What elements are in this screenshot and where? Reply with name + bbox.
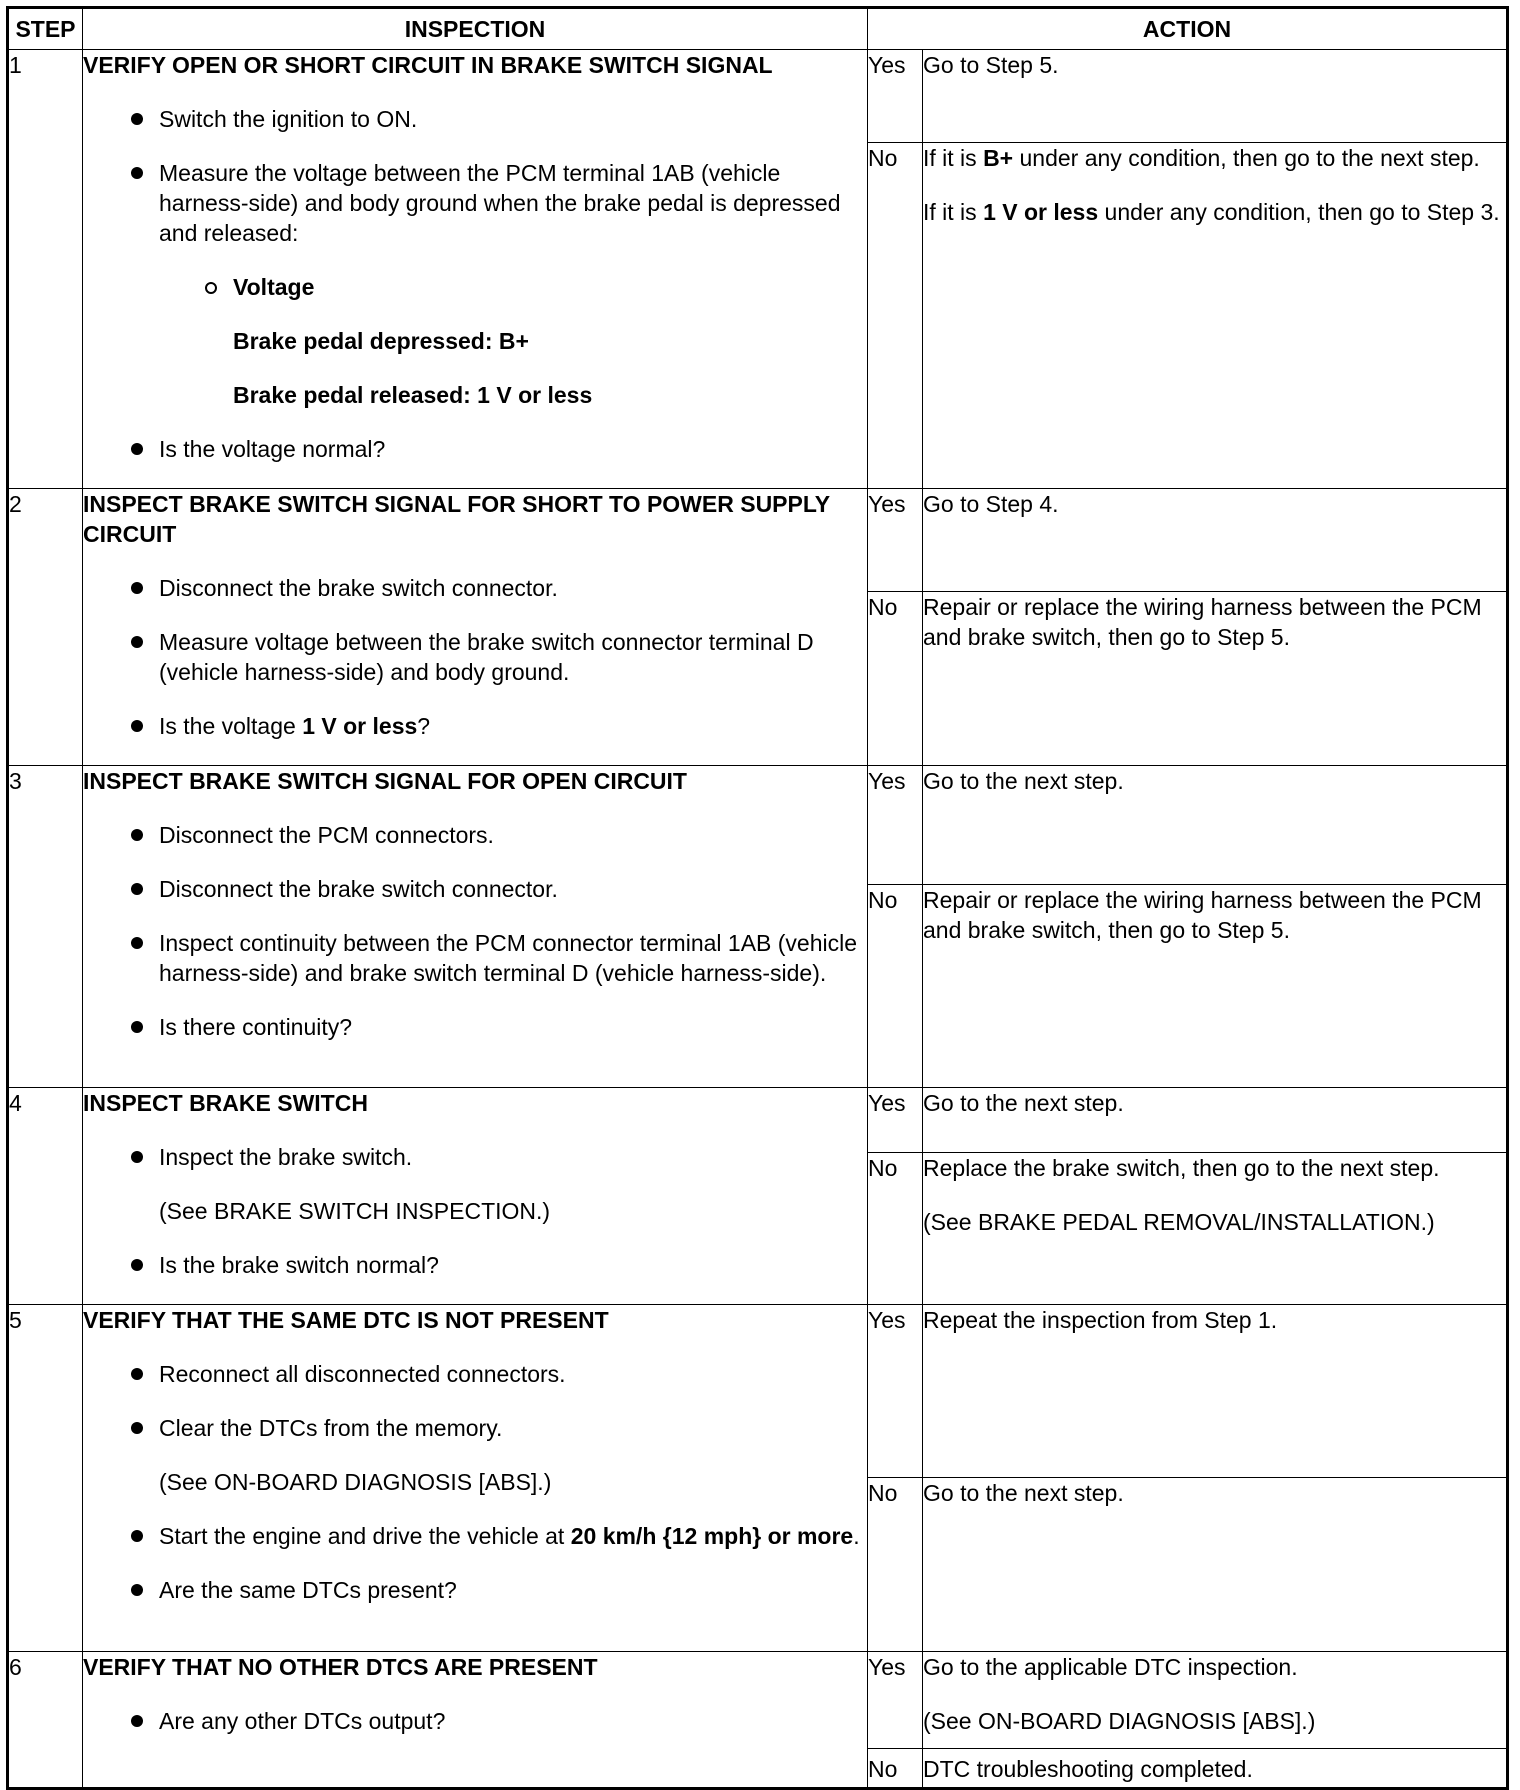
step-1-inspection [83,50,868,489]
yes-label: Yes [868,1652,923,1749]
header-action: ACTION [868,8,1508,50]
yes-action: Go to the next step. [923,766,1508,885]
reference-text: (See ON-BOARD DIAGNOSIS [ABS].) [159,1469,552,1495]
step-5-inspection [83,1305,868,1652]
bold-run: B+ [983,144,1014,171]
step-number: 1 [8,50,83,489]
text-run: under any condition, then go to the next step. [1013,144,1480,171]
bullet-item: Are the same DTCs present? [83,1575,867,1605]
action-paragraph: Go to the applicable DTC inspection. [923,1654,1298,1680]
no-label: No [868,591,923,765]
bullet-item: Are any other DTCs output? [83,1706,867,1736]
step-1-yes-row [8,50,1508,143]
bullet-item: Measure the voltage between the PCM terminal 1AB (vehicle harness-side) and body ground when the brake pedal is depressed and released: [83,158,867,248]
text-run: Start the engine and drive the vehicle at [159,1523,571,1549]
yes-action: Go to the next step. [923,1088,1508,1153]
yes-label: Yes [868,489,923,592]
bullet-item: Is the voltage normal? [83,434,867,464]
step-6-yes-row [8,1652,1508,1749]
action-paragraph [923,197,1506,227]
step-number: 3 [8,766,83,1088]
bullet-item: Switch the ignition to ON. [83,104,867,134]
yes-label: Yes [868,50,923,143]
text-run: under any condition, then go to Step 3. [1098,198,1500,225]
bullet-item: Disconnect the brake switch connector. [83,874,867,904]
action-paragraph: (See ON-BOARD DIAGNOSIS [ABS].) [923,1708,1316,1734]
step-3-yes-row [8,766,1508,885]
step-number: 2 [8,489,83,766]
bullet-item: Reconnect all disconnected connectors. [83,1359,867,1389]
bullet-item: Disconnect the PCM connectors. [83,820,867,850]
bold-run: 1 V or less [302,713,418,739]
no-action: Go to the next step. [923,1478,1508,1652]
spec-value: Brake pedal released: 1 V or less [233,382,593,408]
spec-value: Brake pedal depressed: B+ [233,328,529,354]
no-label: No [868,1749,923,1789]
no-action: Repair or replace the wiring harness between the PCM and brake switch, then go to Step 5. [923,885,1508,1088]
spec-heading: Voltage [83,272,867,302]
step-title: INSPECT BRAKE SWITCH SIGNAL FOR OPEN CIRCUIT [83,768,687,794]
step-4-yes-row [8,1088,1508,1153]
step-3-inspection [83,766,868,1088]
reference-text: (See BRAKE SWITCH INSPECTION.) [159,1198,551,1224]
bullet-item: Measure voltage between the brake switch connector terminal D (vehicle harness-side) and body ground. [83,627,867,687]
step-number: 5 [8,1305,83,1652]
bullet-item: Disconnect the brake switch connector. [83,573,867,603]
no-action [923,1152,1508,1304]
text-run: . [853,1523,860,1549]
bullet-item: Is the brake switch normal? [83,1250,867,1280]
troubleshooting-table [6,6,1509,1790]
step-2-yes-row [8,489,1508,592]
yes-label: Yes [868,766,923,885]
no-label: No [868,1152,923,1304]
yes-action [923,1652,1508,1749]
bullet-item: Inspect continuity between the PCM connector terminal 1AB (vehicle harness-side) and brake switch terminal D (vehicle harness-side). [83,928,867,988]
no-action: Repair or replace the wiring harness between the PCM and brake switch, then go to Step 5. [923,591,1508,765]
bold-run: 20 km/h {12 mph} or more [570,1523,854,1549]
bullet-item [83,1521,867,1551]
step-2-inspection [83,489,868,766]
bold-run: 1 V or less [983,198,1099,225]
step-number: 6 [8,1652,83,1789]
yes-label: Yes [868,1305,923,1478]
no-label: No [868,885,923,1088]
text-run: If it is [923,198,984,225]
yes-label: Yes [868,1088,923,1153]
no-action: DTC troubleshooting completed. [923,1749,1508,1789]
text-run: ? [417,713,431,739]
header-step: STEP [8,8,83,50]
bullet-item: Is there continuity? [83,1012,867,1042]
step-title: VERIFY THAT NO OTHER DTCS ARE PRESENT [83,1654,598,1680]
header-inspection: INSPECTION [83,8,868,50]
action-paragraph [923,143,1506,173]
step-title: INSPECT BRAKE SWITCH SIGNAL FOR SHORT TO POWER SUPPLY CIRCUIT [83,491,830,547]
bullet-item: Clear the DTCs from the memory. [83,1413,867,1443]
step-5-yes-row [8,1305,1508,1478]
action-paragraph: Replace the brake switch, then go to the next step. [923,1154,1440,1181]
yes-action: Go to Step 5. [923,50,1508,143]
text-run: If it is [923,144,984,171]
action-paragraph: (See BRAKE PEDAL REMOVAL/INSTALLATION.) [923,1208,1435,1235]
step-title: INSPECT BRAKE SWITCH [83,1090,368,1116]
step-6-inspection [83,1652,868,1789]
no-action [923,142,1508,488]
bullet-item: Inspect the brake switch. [83,1142,867,1172]
step-number: 4 [8,1088,83,1305]
step-title: VERIFY OPEN OR SHORT CIRCUIT IN BRAKE SWITCH SIGNAL [83,52,773,78]
step-title: VERIFY THAT THE SAME DTC IS NOT PRESENT [83,1307,609,1333]
header-row [8,8,1508,50]
no-label: No [868,142,923,488]
text-run: Is the voltage [159,713,303,739]
yes-action: Repeat the inspection from Step 1. [923,1305,1508,1478]
bullet-item [83,711,867,741]
no-label: No [868,1478,923,1652]
step-4-inspection [83,1088,868,1305]
yes-action: Go to Step 4. [923,489,1508,592]
